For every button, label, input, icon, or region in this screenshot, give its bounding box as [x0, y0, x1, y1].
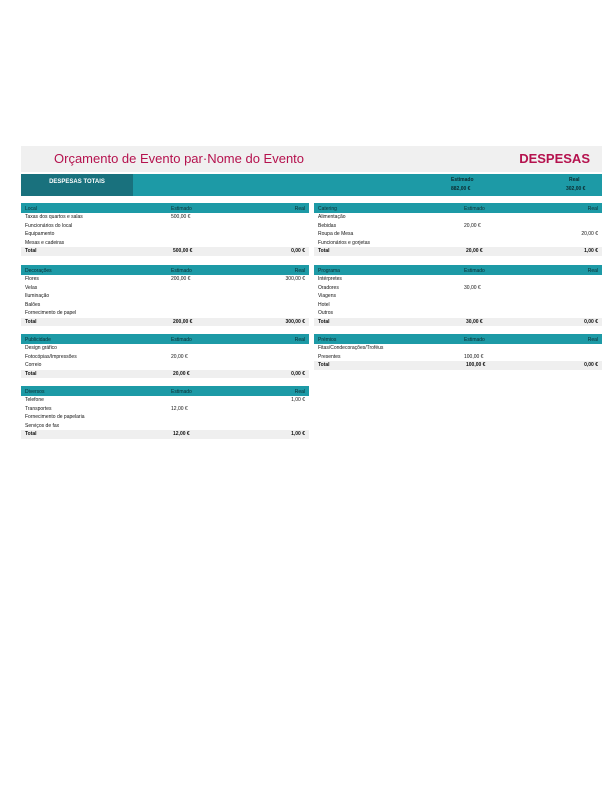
table-row: [21, 301, 309, 310]
expense-table: [314, 334, 602, 370]
est-header: Estimado: [171, 389, 192, 395]
real-header: Real: [294, 206, 305, 212]
total-row: [314, 247, 602, 256]
total-real: 1,00 €: [584, 248, 598, 254]
total-label: Total: [318, 362, 330, 368]
table-header: [314, 265, 602, 275]
table-row: [314, 292, 602, 301]
row-label: Transportes: [25, 405, 52, 412]
table-row: [21, 239, 309, 248]
row-label: Alimentação: [318, 214, 346, 220]
total-row: [314, 318, 602, 327]
total-row: [314, 361, 602, 370]
row-label: Fornecimento de papelaria: [25, 414, 85, 420]
total-real: 300,00 €: [285, 318, 305, 325]
row-est: 20,00 €: [171, 353, 188, 360]
est-header: Estimado: [464, 206, 485, 212]
row-est: 100,00 €: [464, 353, 484, 360]
row-label: Taxas dos quartos e salas: [25, 214, 83, 220]
row-est: 500,00 €: [171, 214, 191, 220]
expense-table: [21, 334, 309, 378]
total-row: [21, 318, 309, 327]
real-header: Real: [294, 268, 305, 274]
row-label: Design gráfico: [25, 345, 57, 351]
row-est: 20,00 €: [464, 222, 481, 229]
sheet-header: [21, 146, 602, 172]
page-subtitle: DESPESAS: [519, 151, 590, 166]
row-label: Equipamento: [25, 231, 55, 237]
total-label: Total: [25, 318, 37, 325]
total-row: [21, 430, 309, 439]
total-label: Total: [318, 318, 330, 325]
row-label: Telefone: [25, 397, 44, 403]
row-real: 300,00 €: [285, 276, 305, 282]
expense-table: [21, 265, 309, 326]
row-label: Roupa de Mesa: [318, 231, 354, 237]
est-header: Estimado: [171, 206, 192, 212]
budget-sheet: [21, 146, 602, 196]
table-row: [21, 344, 309, 353]
row-label: Balões: [25, 301, 41, 308]
row-est: 12,00 €: [171, 405, 188, 412]
table-row: [314, 284, 602, 293]
row-label: Hotel: [318, 301, 330, 308]
total-real: 1,00 €: [291, 431, 305, 437]
table-row: [21, 230, 309, 239]
row-real: 1,00 €: [291, 397, 305, 403]
totals-real-header: Real: [569, 177, 580, 183]
total-est: 20,00 €: [173, 370, 190, 377]
total-label: Total: [318, 248, 330, 254]
table-row: [314, 353, 602, 362]
table-row: [21, 284, 309, 293]
table-row: [314, 275, 602, 284]
table-row: [21, 405, 309, 414]
table-row: [314, 344, 602, 353]
table-title: Publicidade: [25, 337, 51, 343]
table-header: [314, 334, 602, 344]
est-header: Estimado: [464, 268, 485, 274]
total-real: 0,00 €: [584, 318, 598, 325]
row-real: 20,00 €: [581, 231, 598, 237]
table-row: [21, 353, 309, 362]
table-row: [314, 239, 602, 248]
total-label: Total: [25, 370, 37, 377]
table-header: [21, 265, 309, 275]
page-title: Orçamento de Evento par·Nome do Evento: [54, 151, 305, 166]
table-header: [21, 203, 309, 213]
row-label: Bebidas: [318, 222, 337, 229]
table-row: [314, 301, 602, 310]
table-row: [21, 222, 309, 231]
row-label: Correio: [25, 362, 42, 368]
row-label: Outros: [318, 310, 334, 316]
table-row: [21, 292, 309, 301]
total-est: 100,00 €: [466, 362, 486, 368]
row-label: Funcionários e gorjetas: [318, 239, 370, 246]
table-row: [21, 422, 309, 431]
table-title: Programa: [318, 268, 340, 274]
table-header: [21, 334, 309, 344]
total-est: 500,00 €: [173, 248, 193, 254]
row-est: 200,00 €: [171, 276, 191, 282]
table-title: Prémios: [318, 337, 337, 343]
totals-label: DESPESAS TOTAIS: [21, 174, 133, 196]
table-title: Diversos: [25, 389, 45, 395]
table-title: Catering: [318, 206, 337, 212]
table-row: [21, 361, 309, 370]
table-title: Decorações: [25, 268, 52, 274]
table-row: [21, 396, 309, 405]
table-row: [21, 413, 309, 422]
est-header: Estimado: [171, 337, 192, 343]
expense-table: [21, 386, 309, 439]
expense-table: [314, 265, 602, 326]
total-label: Total: [25, 248, 37, 254]
table-row: [314, 230, 602, 239]
row-label: Fotocópias/Impressões: [25, 353, 77, 360]
total-est: 200,00 €: [173, 318, 193, 325]
totals-bar: [21, 174, 602, 196]
total-real: 0,00 €: [291, 370, 305, 377]
row-label: Flores: [25, 276, 39, 282]
total-row: [21, 370, 309, 379]
est-header: Estimado: [464, 337, 485, 343]
total-est: 20,00 €: [466, 248, 483, 254]
totals-est-header: Estimado: [451, 177, 474, 183]
totals-real-value: 302,00 €: [566, 186, 586, 192]
row-label: Funcionários do local: [25, 222, 73, 229]
total-real: 0,00 €: [291, 248, 305, 254]
row-label: Velas: [25, 284, 38, 291]
table-header: [314, 203, 602, 213]
real-header: Real: [587, 206, 598, 212]
row-label: Oradores: [318, 284, 339, 291]
table-row: [21, 309, 309, 318]
total-est: 30,00 €: [466, 318, 483, 325]
table-row: [314, 309, 602, 318]
row-label: Iluminação: [25, 293, 50, 299]
total-row: [21, 247, 309, 256]
total-real: 0,00 €: [584, 362, 598, 368]
total-est: 12,00 €: [173, 431, 190, 437]
row-label: Intérpretes: [318, 276, 342, 282]
row-est: 30,00 €: [464, 284, 481, 291]
est-header: Estimado: [171, 268, 192, 274]
row-label: Fornecimento de papel: [25, 310, 77, 316]
table-row: [21, 275, 309, 284]
row-label: Fitas/Condecorações/Troféus: [318, 345, 384, 351]
expense-table: [21, 203, 309, 256]
totals-est-value: 882,00 €: [451, 186, 471, 192]
real-header: Real: [587, 337, 598, 343]
table-row: [314, 222, 602, 231]
row-label: Mesas e cadeiras: [25, 239, 65, 246]
table-header: [21, 386, 309, 396]
total-label: Total: [25, 431, 37, 437]
table-row: [21, 213, 309, 222]
expense-table: [314, 203, 602, 256]
row-label: Viagens: [318, 293, 336, 299]
row-label: Serviços de fax: [25, 422, 60, 429]
real-header: Real: [294, 337, 305, 343]
real-header: Real: [294, 389, 305, 395]
real-header: Real: [587, 268, 598, 274]
table-row: [314, 213, 602, 222]
row-label: Presentes: [318, 353, 341, 360]
table-title: Local: [25, 206, 37, 212]
